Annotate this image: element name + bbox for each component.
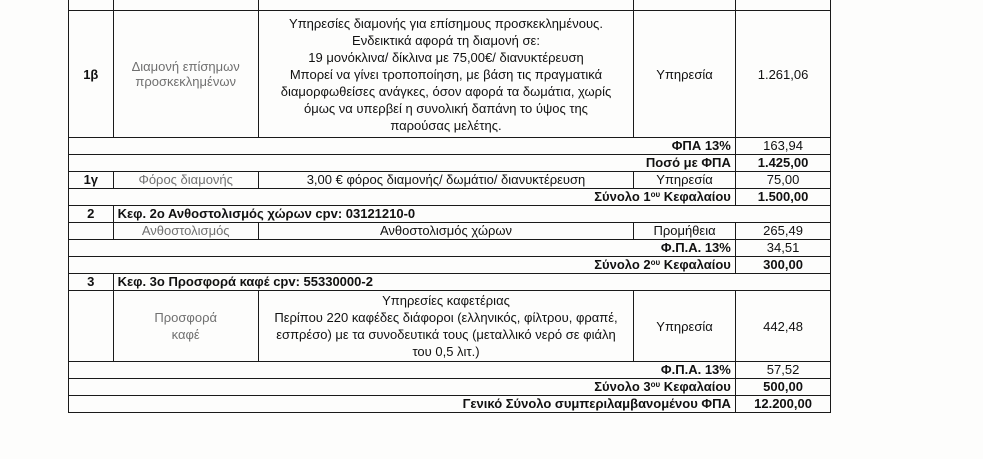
desc-line: Υπηρεσίες διαμονής για επίσημους προσκεκλημένους. <box>289 15 603 31</box>
row-value: 265,49 <box>735 223 830 240</box>
vat-value: 163,94 <box>735 138 830 155</box>
table-row-chapter-2-total <box>69 257 949 274</box>
ordinal-suffix: ου <box>650 190 661 199</box>
row-description <box>258 291 633 362</box>
table-row-amount-with-vat <box>69 155 949 172</box>
row-category: Φόρος διαμονής <box>113 172 258 189</box>
chapter-total-value: 500,00 <box>735 379 830 396</box>
row-type: Προμήθεια <box>634 223 736 240</box>
amount-with-vat-label: Ποσό με ΦΠΑ <box>69 155 736 172</box>
row-value: 75,00 <box>735 172 830 189</box>
table-row-1b <box>69 11 949 138</box>
vat-label: ΦΠΑ 13% <box>69 138 736 155</box>
chapter-title: Κεφ. 3ο Προσφορά καφέ cpv: 55330000-2 <box>113 274 831 291</box>
desc-line: παρούσας μελέτης. <box>390 117 502 133</box>
row-description: Ανθοστολισμός χώρων <box>258 223 633 240</box>
table-row-chapter-1-total <box>69 189 949 206</box>
grand-total-label: Γενικό Σύνολο συμπεριλαμβανομένου ΦΠΑ <box>69 396 736 413</box>
table-row-2 <box>69 223 949 240</box>
table-row-vat-3 <box>69 362 949 379</box>
row-description: 3,00 € φόρος διαμονής/ δωμάτιο/ διανυκτέρευση <box>258 172 633 189</box>
row-type: Υπηρεσία <box>634 172 736 189</box>
row-value: 1.261,06 <box>735 11 830 138</box>
table-row-chapter-3-total <box>69 379 949 396</box>
chapter-total-prefix: Σύνολο 1 <box>594 189 651 204</box>
row-number: 1β <box>69 11 114 138</box>
chapter-number: 3 <box>69 274 114 291</box>
row-type: Υπηρεσία <box>634 11 736 138</box>
chapter-total-prefix: Σύνολο 3 <box>594 379 651 394</box>
chapter-total-suffix: Κεφαλαίου <box>660 379 731 394</box>
grand-total-value: 12.200,00 <box>735 396 830 413</box>
vat-label: Φ.Π.Α. 13% <box>69 240 736 257</box>
budget-table <box>68 0 948 413</box>
row-category: Διαμονή επίσημων προσκεκλημένων <box>113 11 258 138</box>
vat-value: 57,52 <box>735 362 830 379</box>
table-row-chapter-2-heading <box>69 206 949 223</box>
chapter-total-suffix: Κεφαλαίου <box>660 257 731 272</box>
desc-line: του 0,5 λιτ.) <box>412 344 480 359</box>
row-category: Ανθοστολισμός <box>113 223 258 240</box>
category-line: καφέ <box>171 327 200 342</box>
table-row-grand-total <box>69 396 949 413</box>
row-description <box>258 11 633 138</box>
ordinal-suffix: ου <box>650 258 661 267</box>
chapter-total-value: 1.500,00 <box>735 189 830 206</box>
chapter-total-suffix: Κεφαλαίου <box>660 189 731 204</box>
row-value: 442,48 <box>735 291 830 362</box>
chapter-number: 2 <box>69 206 114 223</box>
table-row-chapter-3-heading <box>69 274 949 291</box>
category-line: Προσφορά <box>154 310 217 325</box>
chapter-total-prefix: Σύνολο 2 <box>594 257 651 272</box>
desc-line: Ενδεικτικά αφορά τη διαμονή σε: <box>352 32 540 48</box>
desc-line: όμως να υπερβεί η συνολική δαπάνη το ύψος της <box>304 100 588 116</box>
chapter-total-label <box>69 189 736 206</box>
table-row-vat-1 <box>69 138 949 155</box>
vat-label: Φ.Π.Α. 13% <box>69 362 736 379</box>
amount-with-vat-value: 1.425,00 <box>735 155 830 172</box>
desc-line: 19 μονόκλινα/ δίκλινα με 75,00€/ διανυκτέρευση <box>308 49 584 65</box>
chapter-total-label <box>69 257 736 274</box>
desc-line: διαμορφωθείσες ανάγκες, όσον αφορά τα δωμάτια, χωρίς <box>280 83 612 99</box>
desc-line: Υπηρεσίες καφετέριας <box>382 293 510 308</box>
desc-line: Μπορεί να γίνει τροποποίηση, με βάση τις πραγματικά <box>289 66 603 82</box>
table-row-vat-2 <box>69 240 949 257</box>
table-row-partial-top <box>69 0 949 11</box>
table-row-1g <box>69 172 949 189</box>
chapter-title: Κεφ. 2ο Ανθοστολισμός χώρων cpv: 03121210-0 <box>113 206 831 223</box>
chapter-total-label <box>69 379 736 396</box>
desc-line: εσπρέσο) με τα συνοδευτικά τους (μεταλλικό νερό σε φιάλη <box>276 327 616 342</box>
row-category <box>113 291 258 362</box>
chapter-total-value: 300,00 <box>735 257 830 274</box>
row-type: Υπηρεσία <box>634 291 736 362</box>
vat-value: 34,51 <box>735 240 830 257</box>
row-number: 1γ <box>69 172 114 189</box>
ordinal-suffix: ου <box>650 380 661 389</box>
table-row-3 <box>69 291 949 362</box>
desc-line: Περίπου 220 καφέδες διάφοροι (ελληνικός, φίλτρου, φραπέ, <box>274 310 618 325</box>
